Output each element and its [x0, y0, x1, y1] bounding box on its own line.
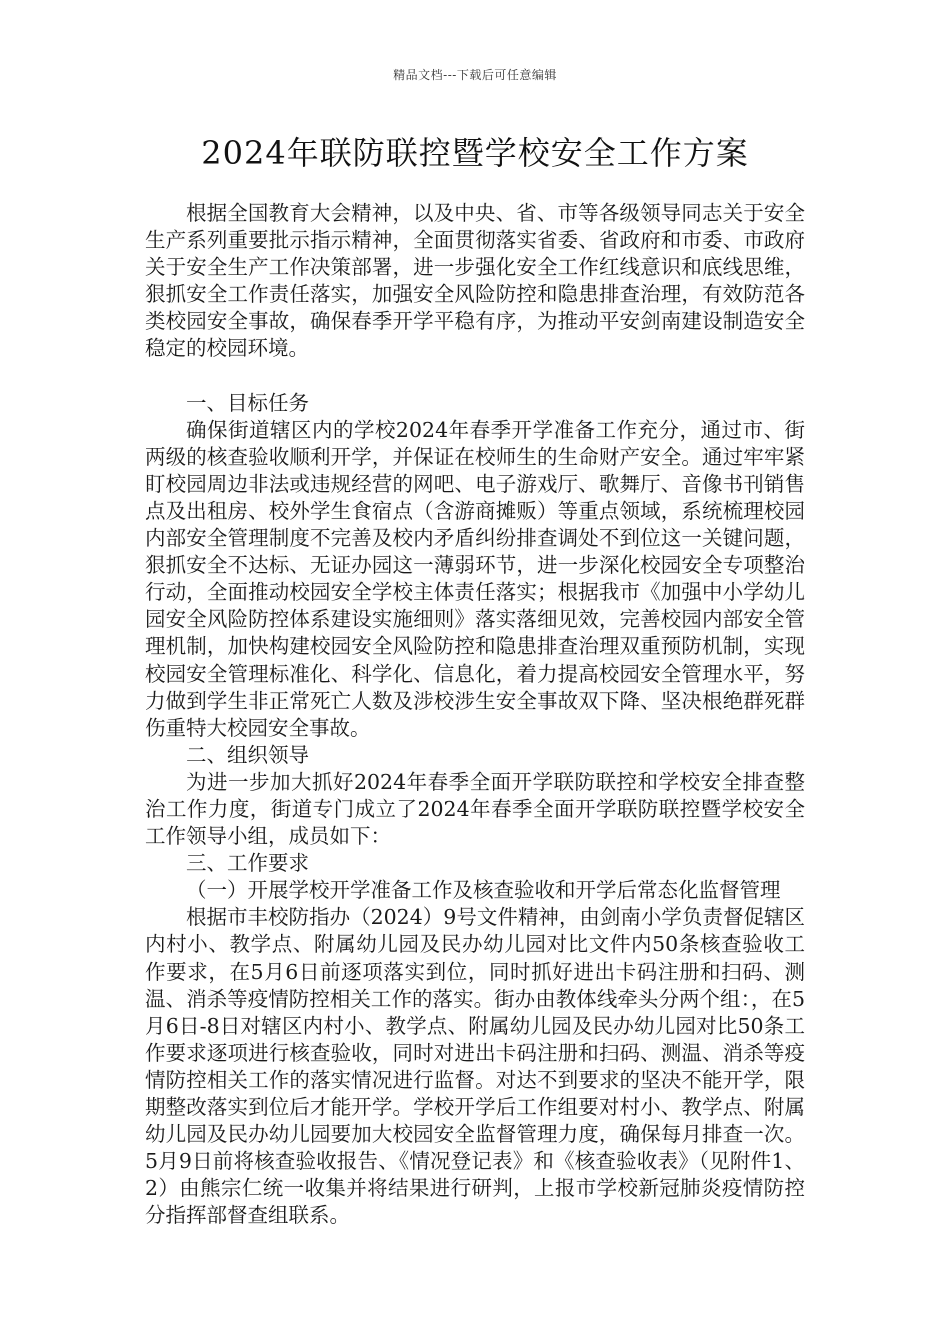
section-heading-leadership: 二、组织领导 [186, 742, 309, 767]
document-title: 2024年联防联控暨学校安全工作方案 [201, 134, 749, 172]
section-paragraph-goals: 确保街道辖区内的学校2024年春季开学准备工作充分，通过市、街两级的核查验收顺利开学，并保证在校师生的生命财产安全。通过牢牢紧盯校园周边非法或违规经营的网吧、电子游戏厅、歌舞厅、音像书刊销售点及出租房、校外学生食宿点（含游商摊贩）等重点领域，系统梳理校园内部安全管理制度不完善及校内矛盾纠纷排查调处不到位这一关键问题，狠抓安全不达标、无证办园这一薄弱环节，进一步深化校园安全专项整治行动，全面推动校园安全学校主体责任落实；根据我市《加强中小学幼儿园安全风险防控体系建设实施细则》落实落细见效，完善校园内部安全管理机制，加快构建校园安全风险防控和隐患排查治理双重预防机制，实现校园安全管理标准化、科学化、信息化，着力提高校园安全管理水平，努力做到学生非正常死亡人数及涉校涉生安全事故双下降、坚决根绝群死群伤重特大校园安全事故。 [145, 417, 805, 740]
section-paragraph-inspection: 根据市丰校防指办（2024）9号文件精神，由剑南小学负责督促辖区内村小、教学点、附属幼儿园及民办幼儿园对比文件内50条核查验收工作要求，在5月6日前逐项落实到位，同时抓好进出卡码注册和扫码、测温、消杀等疫情防控相关工作的落实。街办由教体线牵头分两个组：，在5月6日-8日对辖区内村小、教学点、附属幼儿园及民办幼儿园对比50条工作要求逐项进行核查验收，同时对进出卡码注册和扫码、测温、消杀等疫情防控相关工作的落实情况进行监督。对达不到要求的坚决不能开学，限期整改落实到位后才能开学。学校开学后工作组要对村小、教学点、附属幼儿园及民办幼儿园要加大校园安全监督管理力度，确保每月排查一次。5月9日前将核查验收报告、《情况登记表》和《核查验收表》（见附件1、2）由熊宗仁统一收集并将结果进行研判，上报市学校新冠肺炎疫情防控分指挥部督查组联系。 [145, 905, 805, 1228]
section-heading-requirements: 三、工作要求 [186, 851, 309, 876]
header-note: 精品文档---下载后可任意编辑 [393, 68, 557, 82]
document-body [145, 200, 805, 1229]
paragraph-spacer [145, 363, 805, 390]
subsection-heading-inspection: （一）开展学校开学准备工作及核查验收和开学后常态化监督管理 [186, 878, 781, 903]
section-paragraph-leadership: 为进一步加大抓好2024年春季全面开学联防联控和学校安全排查整治工作力度，街道专门成立了2024年春季全面开学联防联控暨学校安全工作领导小组，成员如下： [145, 769, 805, 849]
intro-paragraph: 根据全国教育大会精神，以及中央、省、市等各级领导同志关于安全生产系列重要批示指示精神，全面贯彻落实省委、省政府和市委、市政府关于安全生产工作决策部署，进一步强化安全工作红线意识和底线思维，狠抓安全工作责任落实，加强安全风险防控和隐患排查治理，有效防范各类校园安全事故，确保春季开学平稳有序，为推动平安剑南建设制造安全稳定的校园环境。 [145, 201, 805, 361]
section-heading-goals: 一、目标任务 [186, 390, 309, 415]
